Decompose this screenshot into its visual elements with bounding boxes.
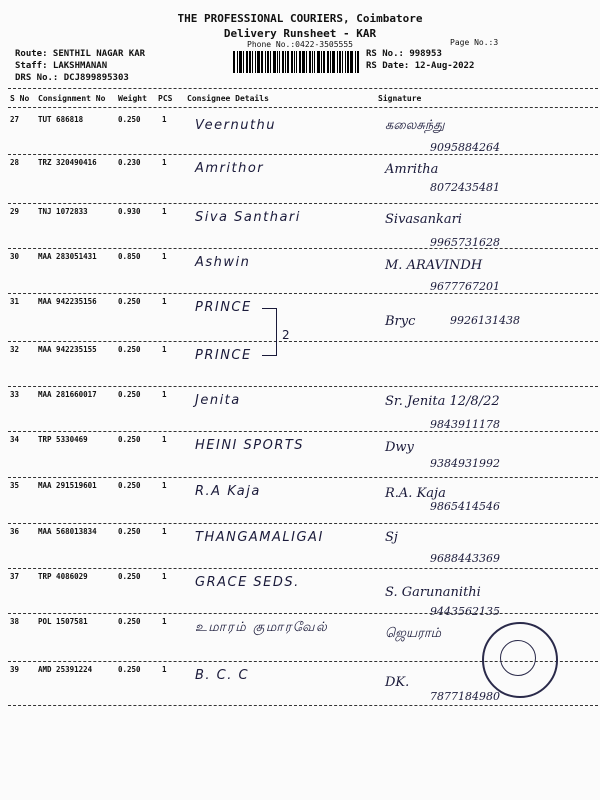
signature-text: Dwy [385,440,414,455]
route-label: Route: SENTHIL NAGAR KAR [15,49,146,59]
barcode-bar [332,51,335,73]
barcode-bar [233,51,235,73]
row-sno: 28 [10,158,20,167]
row-weight: 0.250 [118,390,141,399]
barcode-bar [285,51,286,73]
row-pcs: 1 [162,297,167,306]
barcode-bar [255,51,256,73]
page-number: Page No.:3 [450,38,499,47]
col-consignee: Consignee Details [187,94,269,103]
barcode-bar [287,51,290,73]
row-weight: 0.250 [118,115,141,124]
rs-no-label: RS No.: 998953 [366,49,442,59]
barcode-bar [237,51,238,73]
row-sno: 33 [10,390,20,399]
row-consignment: POL 1507581 [38,617,88,626]
bracket-mark [262,308,277,356]
drs-label: DRS No.: DCJ899895303 [15,73,129,83]
barcode [233,51,360,73]
row-divider [8,477,598,478]
barcode-bar [345,51,346,73]
barcode-bar [347,51,349,73]
signature-text: Sr. Jenita 12/8/22 [385,394,500,409]
row-divider [8,341,598,342]
rs-date-label: RS Date: 12-Aug-2022 [366,61,475,71]
row-weight: 0.250 [118,572,141,581]
barcode-bar [246,51,248,73]
row-pcs: 1 [162,481,167,490]
official-stamp-center [500,640,536,676]
row-pcs: 1 [162,252,167,261]
row-weight: 0.250 [118,297,141,306]
barcode-bar [270,51,271,73]
row-consignment: MAA 568013834 [38,527,97,536]
row-pcs: 1 [162,390,167,399]
consignee-name: Jenita [195,393,241,408]
row-weight: 0.250 [118,481,141,490]
row-pcs: 1 [162,572,167,581]
consignee-name: HEINI SPORTS [195,438,305,453]
row-sno: 31 [10,297,20,306]
consignee-name: Ashwin [195,255,251,270]
divider [8,88,598,89]
signature-text: Sivasankari [385,212,462,227]
row-sno: 38 [10,617,20,626]
barcode-bar [327,51,329,73]
row-divider [8,613,598,614]
signature-phone: 8072435481 [430,181,500,194]
barcode-bar [302,51,305,73]
row-pcs: 1 [162,665,167,674]
barcode-bar [355,51,356,73]
consignee-name: Veernuthu [195,118,277,133]
row-weight: 0.930 [118,207,141,216]
consignee-name: GRACE SEDS. [195,575,300,590]
row-consignment: MAA 283051431 [38,252,97,261]
signature-text: S. Garunanithi [385,585,481,600]
row-sno: 30 [10,252,20,261]
company-title: THE PROFESSIONAL COURIERS, Coimbatore [177,12,423,25]
phone-number: Phone No.:0422-3505555 [247,40,353,49]
barcode-bar [273,51,276,73]
signature-text: Amritha [385,162,439,177]
signature-text: கலைசுந்து [385,118,445,133]
row-sno: 36 [10,527,20,536]
row-pcs: 1 [162,435,167,444]
signature-phone: 9688443369 [430,552,500,565]
bracket-count: 2 [282,328,290,342]
barcode-bar [317,51,320,73]
row-consignment: AMD 25391224 [38,665,93,674]
divider [8,107,598,108]
barcode-bar [350,51,353,73]
consignee-name: B. C. C [195,668,250,683]
row-pcs: 1 [162,158,167,167]
row-sno: 34 [10,435,20,444]
barcode-bar [306,51,307,73]
signature-phone: 9865414546 [430,500,500,513]
signature-phone: 9443562135 [430,605,500,618]
barcode-bar [294,51,295,73]
consignee-name: Amrithor [195,161,265,176]
barcode-bar [342,51,343,73]
signature-text: R.A. Kaja [385,486,446,501]
row-pcs: 1 [162,617,167,626]
row-consignment: TRP 5330469 [38,435,88,444]
row-consignment: MAA 942235155 [38,345,97,354]
barcode-bar [296,51,297,73]
barcode-bar [323,51,325,73]
row-weight: 0.850 [118,252,141,261]
signature-text: DK. [385,675,410,690]
consignee-name: PRINCE [195,348,252,363]
barcode-bar [277,51,278,73]
consignee-name: R.A Kaja [195,484,261,499]
row-divider [8,705,598,706]
row-divider [8,386,598,387]
signature-phone: 9843911178 [430,418,500,431]
row-consignment: TNJ 1072833 [38,207,88,216]
col-pcs: PCS [158,94,173,103]
signature-text: Sj [385,530,398,545]
row-sno: 32 [10,345,20,354]
barcode-bar [265,51,266,73]
barcode-bar [339,51,341,73]
barcode-bar [291,51,293,73]
barcode-bar [279,51,280,73]
barcode-bar [257,51,260,73]
row-weight: 0.250 [118,527,141,536]
row-pcs: 1 [162,115,167,124]
row-consignment: TUT 686818 [38,115,84,124]
row-weight: 0.250 [118,617,141,626]
consignee-name: THANGAMALIGAI [195,530,324,545]
barcode-bar [243,51,244,73]
barcode-bar [267,51,269,73]
consignee-name: Siva Santhari [195,210,301,225]
row-weight: 0.230 [118,158,141,167]
row-consignment: TRP 4086029 [38,572,88,581]
barcode-bar [312,51,313,73]
row-sno: 39 [10,665,20,674]
row-divider [8,431,598,432]
signature-phone: 9384931992 [430,457,500,470]
barcode-bar [314,51,315,73]
barcode-bar [299,51,301,73]
signature-text: M. ARAVINDH [385,258,483,273]
row-consignment: MAA 291519601 [38,481,97,490]
row-sno: 35 [10,481,20,490]
signature-text: ஜெயராம் [385,626,442,641]
barcode-bar [252,51,253,73]
row-consignment: TRZ 320490416 [38,158,97,167]
staff-label: Staff: LAKSHMANAN [15,61,108,71]
runsheet-title: Delivery Runsheet - KAR [223,27,377,40]
row-divider [8,568,598,569]
row-pcs: 1 [162,345,167,354]
barcode-bar [282,51,284,73]
barcode-bar [321,51,322,73]
col-signature: Signature [378,94,422,103]
consignee-name: உமாரம் குமாரவேல் [195,620,329,635]
col-weight: Weight [118,94,147,103]
col-sno: S No [10,94,30,103]
barcode-bar [337,51,338,73]
signature-phone: 9677767201 [430,280,500,293]
barcode-bar [249,51,251,73]
barcode-bar [330,51,331,73]
barcode-bar [357,51,359,73]
row-weight: 0.250 [118,435,141,444]
row-divider [8,293,598,294]
row-consignment: MAA 942235156 [38,297,97,306]
row-sno: 27 [10,115,20,124]
row-divider [8,154,598,155]
row-divider [8,248,598,249]
signature-text: Bryc [385,314,416,329]
row-weight: 0.250 [118,345,141,354]
row-consignment: MAA 281660017 [38,390,97,399]
row-sno: 29 [10,207,20,216]
row-divider [8,203,598,204]
barcode-bar [239,51,242,73]
row-weight: 0.250 [118,665,141,674]
col-consignment: Consignment No [38,94,106,103]
consignee-name: PRINCE [195,300,252,315]
row-pcs: 1 [162,207,167,216]
signature-phone: 9965731628 [430,236,500,249]
barcode-bar [261,51,263,73]
signature-phone: 7877184980 [430,690,500,703]
signature-phone: 9095884264 [430,141,500,154]
barcode-bar [309,51,311,73]
row-pcs: 1 [162,527,167,536]
signature-phone: 9926131438 [450,314,520,327]
row-sno: 37 [10,572,20,581]
row-divider [8,523,598,524]
